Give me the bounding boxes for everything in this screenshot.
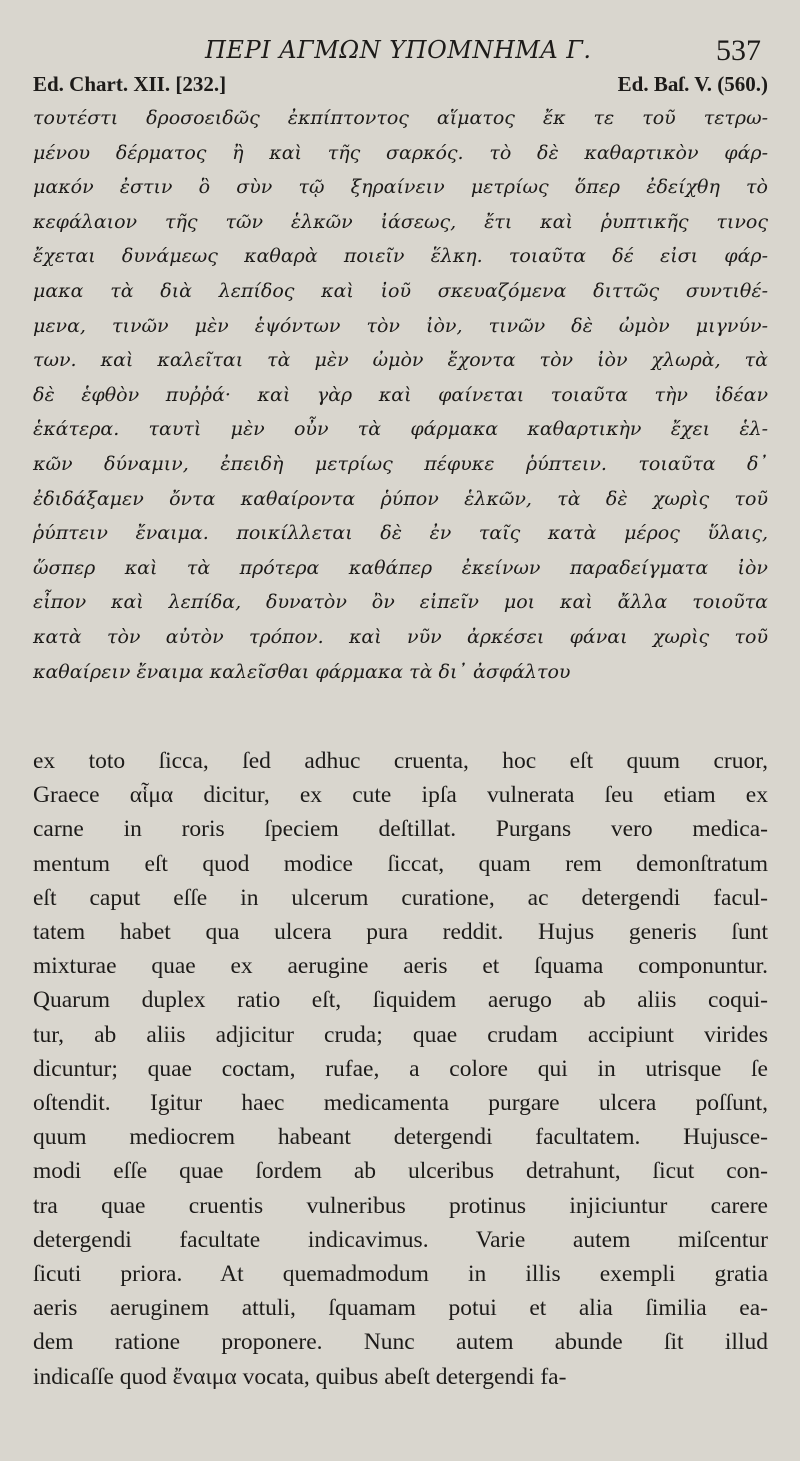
- latin-text-line: ex toto ſicca, ſed adhuc cruenta, hoc eſt quum cruor,: [33, 748, 768, 774]
- greek-text-line: μενα, τινῶν μὲν ἑψόντων τὸν ἰὸν, τινῶν δὲ ὠμὸν μιγνύν-: [33, 314, 768, 337]
- latin-text-line: eſt caput eſſe in ulcerum curatione, ac detergendi facul-: [33, 884, 768, 911]
- latin-text-line: carne in roris ſpeciem deſtillat. Purgans vero medica-: [33, 816, 768, 843]
- greek-text-line: καθαίρειν ἔναιμα καλεῖσθαι φάρμακα τὰ δι᾽ ἀσφάλτου: [33, 660, 571, 683]
- page-number: 537: [716, 34, 761, 67]
- greek-text-block: [33, 101, 768, 689]
- greek-text-line: δὲ ἑφθὸν πυῤῥά· καὶ γὰρ καὶ φαίνεται τοιαῦτα τὴν ἰδέαν: [33, 383, 768, 406]
- latin-text-line: tra quae cruentis vulneribus protinus injiciuntur carere: [33, 1192, 768, 1219]
- greek-text-line: τουτέστι δροσοειδῶς ἐκπίπτοντος αἵματος ἔκ τε τοῦ τετρω-: [33, 107, 768, 129]
- greek-text-line: μακα τὰ διὰ λεπίδος καὶ ἰοῦ σκευαζόμενα διττῶς συντιθέ-: [33, 279, 768, 302]
- running-title: ΠΕΡΙ ΑΓΜΩΝ ΥΠΟΜΝΗΜΑ Γ.: [205, 36, 592, 64]
- edition-basel-reference: Ed. Baſ. V. (560.): [617, 72, 768, 96]
- latin-text-line: indicaſſe quod ἔναιμα vocata, quibus abeſt detergendi fa-: [33, 1363, 567, 1390]
- latin-text-block: [33, 744, 768, 1394]
- latin-text-line: quum mediocrem habeant detergendi facultatem. Hujusce-: [33, 1124, 768, 1151]
- running-head: [0, 30, 800, 70]
- latin-text-line: ſicuti priora. At quemadmodum in illis exempli gratia: [33, 1261, 768, 1288]
- greek-text-line: ἑκάτερα. ταυτὶ μὲν οὖν τὰ φάρμακα καθαρτικὴν ἔχει ἑλ-: [33, 418, 768, 441]
- latin-text-line: mentum eſt quod modice ſiccat, quam rem demonſtratum: [33, 850, 768, 877]
- greek-text-line: ὥσπερ καὶ τὰ πρότερα καθάπερ ἐκείνων παραδείγματα ἰὸν: [33, 556, 768, 579]
- latin-text-line: Graece αἷμα dicitur, ex cute ipſa vulnerata ſeu etiam ex: [33, 782, 768, 809]
- latin-text-line: Quarum duplex ratio eſt, ſiquidem aerugo ab aliis coqui-: [33, 987, 768, 1014]
- greek-text-line: ἔχεται δυνάμεως καθαρὰ ποιεῖν ἕλκη. τοιαῦτα δέ εἰσι φάρ-: [33, 245, 768, 268]
- greek-text-line: ἐδιδάξαμεν ὄντα καθαίροντα ῥύπον ἑλκῶν, τὰ δὲ χωρὶς τοῦ: [33, 487, 768, 510]
- greek-text-line: κεφάλαιον τῆς τῶν ἑλκῶν ἰάσεως, ἔτι καὶ ῥυπτικῆς τινος: [33, 210, 768, 233]
- latin-text-line: aeris aeruginem attuli, ſquamam potui et alia ſimilia ea-: [33, 1295, 768, 1322]
- edition-reference-line: [33, 72, 768, 98]
- latin-text-line: dicuntur; quae coctam, rufae, a colore qui in utrisque ſe: [33, 1055, 768, 1082]
- latin-text-line: detergendi facultate indicavimus. Varie autem miſcentur: [33, 1226, 768, 1253]
- greek-text-line: κῶν δύναμιν, ἐπειδὴ μετρίως πέφυκε ῥύπτειν. τοιαῦτα δ᾽: [33, 452, 768, 475]
- latin-text-line: oſtendit. Igitur haec medicamenta purgare ulcera poſſunt,: [33, 1090, 768, 1117]
- latin-text-line: tatem habet qua ulcera pura reddit. Hujus generis ſunt: [33, 919, 768, 946]
- greek-text-line: των. καὶ καλεῖται τὰ μὲν ὠμὸν ἔχοντα τὸν ἰὸν χλωρὰ, τὰ: [33, 349, 768, 372]
- latin-text-line: modi eſſe quae ſordem ab ulceribus detrahunt, ſicut con-: [33, 1158, 768, 1185]
- latin-text-line: mixturae quae ex aerugine aeris et ſquama componuntur.: [33, 953, 768, 980]
- greek-text-line: ῥύπτειν ἔναιμα. ποικίλλεται δὲ ἐν ταῖς κατὰ μέρος ὕλαις,: [33, 522, 768, 545]
- latin-text-line: dem ratione proponere. Nunc autem abunde ſit illud: [33, 1329, 768, 1356]
- greek-text-line: κατὰ τὸν αὐτὸν τρόπον. καὶ νῦν ἀρκέσει φάναι χωρὶς τοῦ: [33, 625, 768, 648]
- edition-chartier-reference: Ed. Chart. XII. [232.]: [33, 72, 227, 96]
- latin-text-line: tur, ab aliis adjicitur cruda; quae crudam accipiunt virides: [33, 1021, 768, 1048]
- greek-text-line: εἶπον καὶ λεπίδα, δυνατὸν ὂν εἰπεῖν μοι καὶ ἄλλα τοιοῦτα: [33, 591, 768, 614]
- greek-text-line: μένου δέρματος ἢ καὶ τῆς σαρκός. τὸ δὲ καθαρτικὸν φάρ-: [33, 141, 768, 164]
- greek-text-line: μακόν ἐστιν ὃ σὺν τῷ ξηραίνειν μετρίως ὅπερ ἐδείχθη τὸ: [33, 176, 768, 199]
